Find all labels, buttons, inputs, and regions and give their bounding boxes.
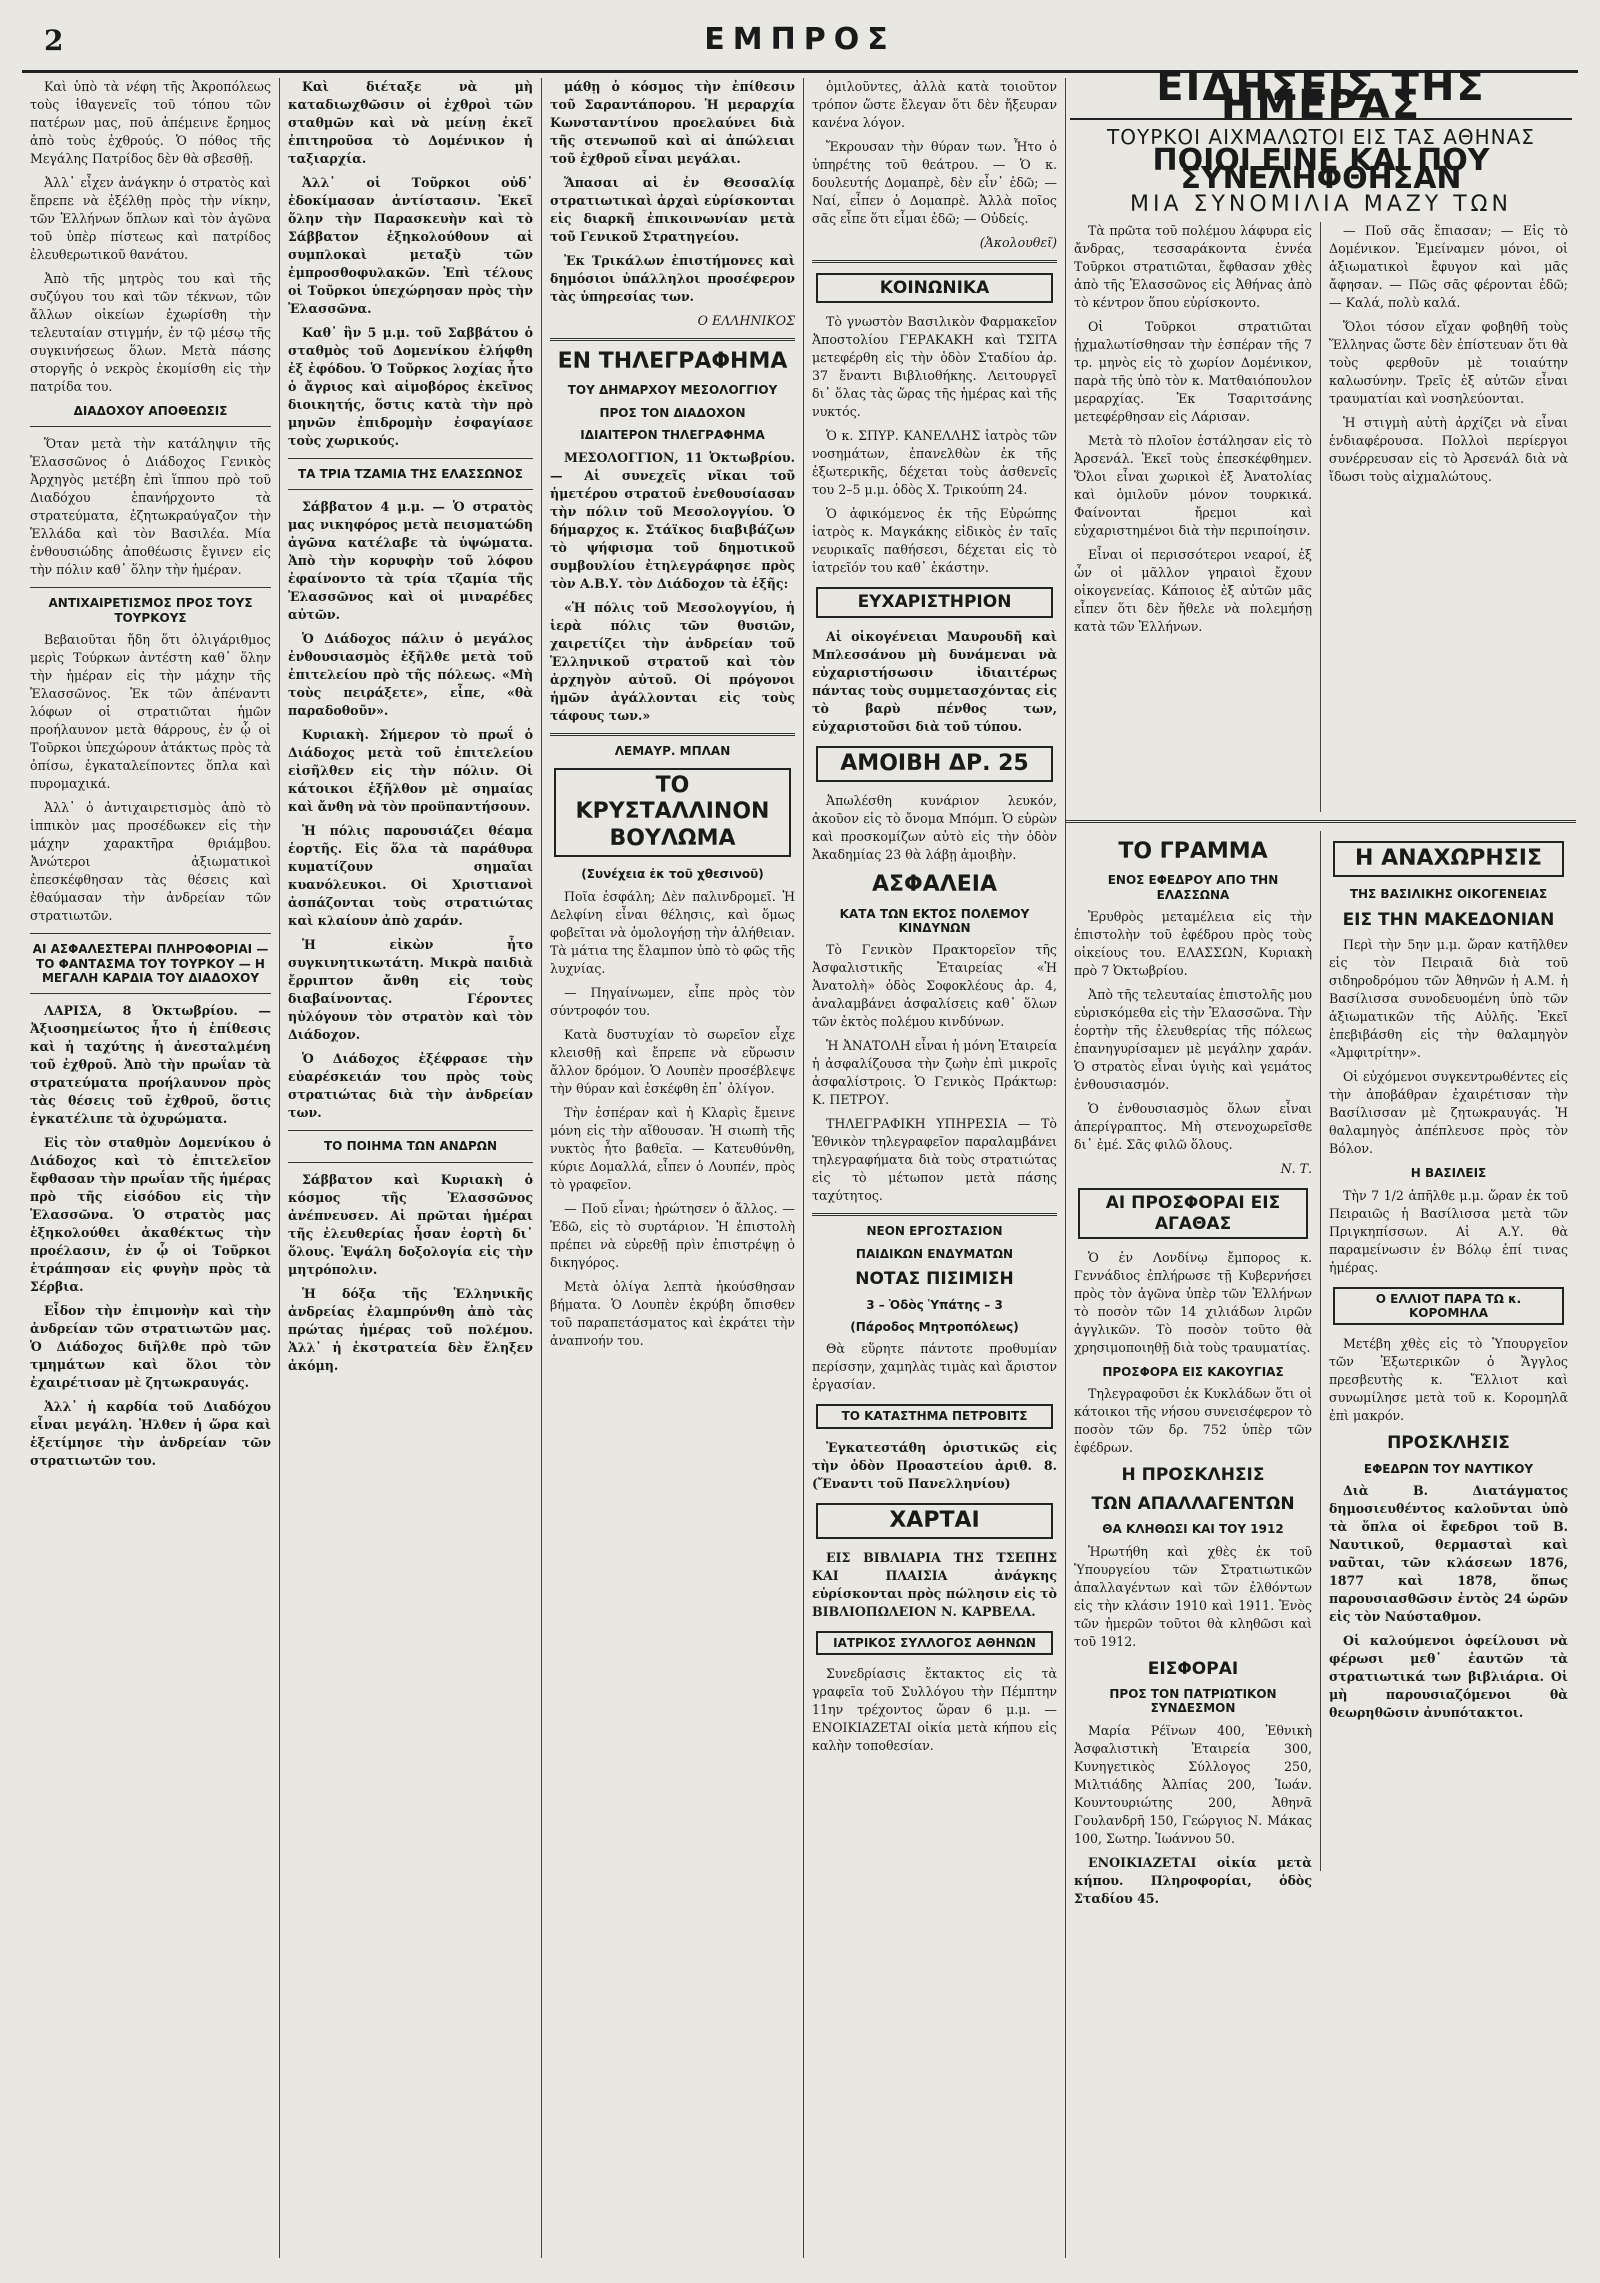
paragraph: Ἀλλ᾽ οἱ Τοῦρκοι οὐδ᾽ ἐδοκίμασαν ἀντίστασιν. Ἐκεῖ ὅλην τὴν Παρασκευὴν καὶ τὸ Σάββατον ἐξηκολούθουν αἱ συμπλοκαὶ μεταξὺ τῶν ἐμπροσθοφυλακῶν. Ἐπὶ τέλους οἱ Τοῦρκοι ὑπεχώρησαν πρὸς τὴν Ἐλασσῶνα. [288, 175, 533, 316]
lower-column-right [1321, 831, 1576, 1871]
paragraph: Μετέβη χθὲς εἰς τὸ Ὑπουργεῖον τῶν Ἐξωτερικῶν ὁ Ἄγγλος πρεσβευτὴς κ. Ἔλλιοτ καὶ συνωμίλησε μετὰ τοῦ κ. Κορομηλᾶ ἐπὶ μακρόν. [1329, 1336, 1568, 1424]
column-2 [280, 78, 542, 2258]
paragraph: Τὴν 7 1/2 ἀπῆλθε μ.μ. ὥραν ἐκ τοῦ Πειραιῶς ἡ Βασίλισσα μετὰ τῶν Πριγκηπίσσων. Αἱ Α.Υ. θὰ παραμείνωσιν ἐν Βόλῳ ἐπί τινας ἡμέρας. [1329, 1187, 1568, 1275]
paragraph: ΕΙΣ ΒΙΒΛΙΑΡΙΑ ΤΗΣ ΤΣΕΠΗΣ ΚΑΙ ΠΛΑΙΣΙΑ ἀνάγκης εὑρίσκονται πρὸς πώλησιν εἰς τὸ ΒΙΒΛΙΟΠΩΛΕΙΟΝ Ν. ΚΑΡΒΕΛΑ. [812, 1550, 1057, 1620]
ad-line: 3 – Ὁδὸς Ὑπάτης – 3 [866, 1297, 1003, 1312]
ad-line: ΠΑΙΔΙΚΩΝ ΕΝΔΥΜΑΤΩΝ [855, 1246, 1014, 1261]
banner-subheadline: ΜΙΑ ΣΥΝΟΜΙΛΙΑ ΜΑΖΥ ΤΩΝ [1130, 192, 1512, 217]
section-subtitle: ΠΡΟΣ ΤΟΝ ΠΑΤΡΙΩΤΙΚΟΝ ΣΥΝΔΕΣΜΟΝ [1109, 1686, 1277, 1716]
paragraph: Σάββατον καὶ Κυριακὴ ὁ κόσμος τῆς Ἐλασσῶνος ἀνέπνευσεν. Αἱ πρῶται ἡμέραι τῆς ἐλευθερίας ἦσαν ἑορτὴ δι᾽ ὅλους. Ἐψάλη δοξολογία εἰς τὴν μητρόπολιν. [288, 1171, 533, 1277]
paragraph: Ἀλλ᾽ ἡ καρδία τοῦ Διαδόχου εἶναι μεγάλη. Ἠλθεν ἡ ὥρα καὶ ἐξετίμησε τὴν ἀνδρείαν τῶν στρατιωτῶν του. [30, 1399, 271, 1469]
paragraph: Σάββατον 4 μ.μ. — Ὁ στρατὸς μας νικηφόρος μετὰ πεισματώδη ἀγῶνα κατέλαβε τὰ ὑψώματα. Ἀπὸ τὴν κορυφὴν τοῦ λόφου ἐφαίνοντο τὰ τρία τζαμία τῆς Ἐλασσῶνος καὶ οἱ μιναρέδες αὐτῶν. [288, 499, 533, 623]
paragraph: Καὶ ὑπὸ τὰ νέφη τῆς Ἀκροπόλεως τοὺς ἰθαγενεῖς τοῦ τόπου τῶν πατέρων μας, ποῦ ἀπέμεινε ἔρημος ἀπὸ τοὺς ἐχθρούς. Ὁ πόθος τῆς Μεγάλης Πατρίδος δὲν θὰ σβεσθῇ. [30, 79, 271, 166]
novel-continued: (Συνέχεια ἐκ τοῦ χθεσινοῦ) [581, 867, 764, 882]
headline: ΑΝΤΙΧΑΙΡΕΤΙΣΜΟΣ ΠΡΟΣ ΤΟΥΣ ΤΟΥΡΚΟΥΣ [48, 596, 253, 625]
section-title: ΑΙ ΠΡΟΣΦΟΡΑΙ ΕΙΣ ΑΓΑΘΑΣ [1078, 1188, 1308, 1239]
paragraph: Τὰ πρῶτα τοῦ πολέμου λάφυρα εἰς ἄνδρας, τεσσαράκοντα ἐννέα Τοῦρκοι στρατιῶται, ἔφθασαν χθὲς ἀπὸ τῆς Ἐλασσῶνος εἰς Ἀθήνας ἀπὸ τὸ κέντρον ὅπου εὑρίσκοντο. [1074, 223, 1312, 310]
paragraph: Τηλεγραφοῦσι ἐκ Κυκλάδων ὅτι οἱ κάτοικοι τῆς νήσου συνεισέφερον τὸ ποσὸν τῶν δρ. 752 ὑπὲρ τῶν ἐφέδρων. [1074, 1386, 1312, 1456]
column-4 [804, 78, 1066, 2258]
section-subtitle: ΕΝΟΣ ΕΦΕΔΡΟΥ ΑΠΟ ΤΗΝ ΕΛΑΣΣΩΝΑ [1107, 873, 1279, 902]
paragraph: Μετὰ ὀλίγα λεπτὰ ἠκούσθησαν βήματα. Ὁ Λουπὲν ἐκρύβη ὄπισθεν τοῦ παραπετάσματος καὶ ἐκράτει τὴν ἀναπνοήν του. [550, 1278, 795, 1348]
paragraph: Κατὰ δυστυχίαν τὸ σωρεῖον εἶχε κλεισθῇ καὶ ἔπρεπε νὰ εὕρωσιν ἄλλον δρόμον. Ὁ Λουπὲν προσέβλεψε τὴν θύραν καὶ ἐσκέφθη ἐπ᾽ ὀλίγον. [550, 1026, 795, 1096]
paragraph: Ἐκ Τρικάλων ἐπιστήμονες καὶ δημόσιοι ὑπάλληλοι προσέφερον τὰς ὑπηρεσίας των. [550, 253, 795, 304]
paragraph: Ἔκρουσαν τὴν θύραν των. Ἦτο ὁ ὑπηρέτης τοῦ θεάτρου. — Ὁ κ. δουλευτής Δομαπρὲ, δὲν εἶν᾽ ἐδῶ; — Ναί, εἶπεν ὁ Δομαπρὲ. Ἀλλὰ ποῖος σᾶς εἶπε ὅτι εἶμαι ἐδῶ; — Οὐδείς. [812, 139, 1057, 226]
signature: (Ἀκολουθεῖ) [979, 235, 1057, 250]
section-title: ΠΡΟΣΚΛΗΣΙΣ [1387, 1433, 1510, 1454]
section-subtitle: ΘΑ ΚΛΗΘΩΣΙ ΚΑΙ ΤΟΥ 1912 [1102, 1522, 1284, 1537]
section-title: Η ΒΑΣΙΛΕΙΣ [1410, 1166, 1487, 1181]
section-title: Η ΑΝΑΧΩΡΗΣΙΣ [1333, 841, 1564, 877]
section-subtitle: ΤΗΣ ΒΑΣΙΛΙΚΗΣ ΟΙΚΟΓΕΝΕΙΑΣ [1349, 887, 1548, 902]
paragraph: Ἡ πόλις παρουσιάζει θέαμα ἑορτῆς. Εἰς ὅλα τὰ παράθυρα κυματίζουν σημαῖαι κυανόλευκοι. Οἱ Χριστιανοὶ ἀσπάζονται τοὺς στρατιώτας καὶ κλαίουν ἀπὸ χαράν. [288, 823, 533, 929]
columns [22, 64, 1576, 2258]
paragraph: Ἀλλ᾽ ὁ ἀντιχαιρετισμὸς ἀπὸ τὸ ἱππικὸν μας προσέδωκεν εἰς τὴν μάχην χαρακτῆρα θριάμβου. Ἀνώτεροι ἀξιωματικοὶ ἐπεσκέφθησαν τὰς θέσεις καὶ ἐθαύμασαν τὴν ἀνδρείαν τῶν στρατιωτῶν. [30, 800, 271, 924]
section-title: ΑΜΟΙΒΗ ΔΡ. 25 [816, 746, 1053, 782]
section-title: ΧΑΡΤΑΙ [816, 1503, 1053, 1539]
paragraph: Ἡ ἈΝΑΤΟΛΗ εἶναι ἡ μόνη Ἑταιρεία ἡ ἀσφαλίζουσα τὴν ζωὴν ἐπὶ μικροῖς ἀσφαλίστροις. Ὁ Γενικὸς Πράκτωρ: Κ. ΠΕΤΡΟΥ. [812, 1038, 1057, 1108]
paragraph: ΛΑΡΙΣΑ, 8 Ὀκτωβρίου. — Ἀξιοσημείωτος ἦτο ἡ ἐπίθεσις καὶ ἡ ταχύτης ἡ ἀνεσταλμένη τοῦ ἐχθροῦ. Ἀπὸ τὴν πρωΐαν τὰ στρατεύματα προήλαυνον πρὸς τὰς θέσεις τοῦ ἐχθροῦ, ὅστις ἐγκατέλιπε τὰ ὀχυρώματα. [30, 1003, 271, 1127]
paragraph: Ἐρυθρὸς μεταμέλεια εἰς τὴν ἐπιστολὴν τοῦ ἐφέδρου πρὸς τοὺς οἰκείους του. ΕΛΑΣΣΩΝ, Κυριακὴ πρὸ 7 Ὀκτωβρίου. [1074, 909, 1312, 979]
paragraph: Ὁ ἐν Λονδίνῳ ἔμπορος κ. Γεννάδιος ἐπλήρωσε τῇ Κυβερνήσει πρὸς τὸν ἀγῶνα ὑπὲρ τῶν Ἑλλήνων τὸ ποσὸν τῶν 14 χιλιάδων λιρῶν ἀγγλικῶν. Τὸ ποσὸν τοῦτο θὰ χρησιμοποιηθῇ διὰ τοὺς τραυματίας. [1074, 1249, 1312, 1355]
signature: Ο ΕΛΛΗΝΙΚΟΣ [697, 313, 795, 328]
paragraph: Ὁ Διάδοχος πάλιν ὁ μεγάλος ἐνθουσιασμὸς ἐξῆλθε μετὰ τοῦ ἐπιτελείου πρὸ τῆς πόλεως. «Μὴ τοὺς πειράξετε», εἶπε, «θὰ παραδοθοῦν». [288, 631, 533, 719]
ad-line: ΝΟΤΑΣ ΠΙΣΙΜΙΣΗ [855, 1269, 1014, 1290]
paragraph: Καθ᾽ ἣν 5 μ.μ. τοῦ Σαββάτου ὁ σταθμὸς τοῦ Δομενίκου ἐλήφθη ἐξ ἐφόδου. Ὁ Τοῦρκος λοχίας ἦτο ὁ ἄγριος καὶ αἱμοβόρος ἐκεῖνος διοικητής, ὅστις κατὰ τὴν πρὸ μηνῶν ἐπιδρομὴν ἐσφαγίασε τοὺς χωρικούς. [288, 325, 533, 448]
headline: ΔΙΑΔΟΧΟΥ ΑΠΟΘΕΩΣΙΣ [73, 404, 228, 418]
telegram-subtitle: ΤΟΥ ΔΗΜΑΡΧΟΥ ΜΕΣΟΛΟΓΓΙΟΥ [567, 383, 778, 398]
article-column [1321, 222, 1576, 812]
paragraph: Ἀπωλέσθη κυνάριον λευκόν, ἀκοῦον εἰς τὸ ὄνομα Μπόμπ. Ὁ εὑρὼν καὶ προσκομίζων αὐτὸ εἰς τὴν ὁδὸν Ἀκαδημίας 23 θὰ λάβῃ ἀμοιβὴν. [812, 793, 1057, 863]
paragraph: Ἀπὸ τῆς μητρὸς του καὶ τῆς συζύγου του καὶ τῶν τέκνων, τῶν ἄλλων οἰκείων ἐχωρίσθη τὴν τελευταίαν στιγμήν, ἐν τῷ μέσῳ τῆς συγκινήσεως ὅλων. Μετὰ πάσης στοργῆς ὁ νεκρὸς ἐκομίσθη εἰς τὴν πατρίδα του. [30, 271, 271, 394]
novel-title: ΤΟ ΚΡΥΣΤΑΛΛΙΝΟΝ ΒΟΥΛΩΜΑ [554, 768, 791, 857]
paragraph: Ὁ ἀφικόμενος ἐκ τῆς Εὐρώπης ἰατρὸς κ. Μαγκάκης εἰδικὸς ἐν ταῖς νευρικαῖς παθήσεσι, δέχεται εἰς τὸ ἰατρεῖόν του καθ᾽ ἑκάστην. [812, 506, 1057, 576]
paragraph: ΕΝΟΙΚΙΑΖΕΤΑΙ οἰκία μετὰ κήπου. Πληροφορίαι, ὁδὸς Σταδίου 45. [1074, 1854, 1312, 1906]
paragraph: Περὶ τὴν 5ην μ.μ. ὥραν κατῆλθεν εἰς τὸν Πειραιᾶ διὰ τοῦ σιδηροδρόμου τῶν Ἀθηνῶν ἡ Α.Μ. ἡ Βασίλισσα συνοδευομένη ὑπὸ τῶν ἀξιωματικῶν τῆς Αὐλῆς. Ἐκεῖ ἐπεβιβάσθη εἰς τὴν θαλαμηγὸν «Ἀμφιτρίτην». [1329, 937, 1568, 1061]
banner-title: ΕΙΔΗΣΕΙΣ ΤΗΣ ΗΜΕΡΑΣ [1070, 78, 1572, 120]
paragraph: Ποῖα ἐσφάλη; Δὲν παλινδρομεῖ. Ἡ Δελφίνη εἶναι θέλησις, καὶ ὅμως φοβεῖται νὰ ὁμολογήσῃ τὴν ἀλήθειαν. Τὰ μάτια της ἔλαμπον ὑπὸ τὸ φῶς τῆς λυχνίας. [550, 888, 795, 976]
newspaper-name: ΕΜΠΡΟΣ [704, 22, 896, 57]
section-subtitle: ΕΙΣ ΤΗΝ ΜΑΚΕΔΟΝΙΑΝ [1342, 909, 1555, 930]
telegram-subtitle: ΙΔΙΑΙΤΕΡΟΝ ΤΗΛΕΓΡΑΦΗΜΑ [580, 428, 765, 443]
section-title: ΙΑΤΡΙΚΟΣ ΣΥΛΛΟΓΟΣ ΑΘΗΝΩΝ [816, 1631, 1053, 1655]
paragraph: Ἠρωτήθη καὶ χθὲς ἐκ τοῦ Ὑπουργείου τῶν Στρατιωτικῶν ἀπαλλαγέντων καὶ τῶν ἐλθόντων εἰς τὴν κλάσιν 1910 καὶ 1911. Ἑνὸς τῶν ἡμερῶν τοῦτοι θὰ κληθῶσι καὶ τοῦ 1912. [1074, 1543, 1312, 1649]
paragraph: Ἐγκατεστάθη ὁριστικῶς εἰς τὴν ὁδὸν Προαστείου ἀριθ. 8. (Ἔναντι τοῦ Πανελληνίου) [812, 1439, 1057, 1491]
paragraph: «Ἡ πόλις τοῦ Μεσολογγίου, ἡ ἱερὰ πόλις τῶν θυσιῶν, χαιρετίζει τὴν ἀνδρείαν τοῦ Ἑλληνικοῦ στρατοῦ καὶ τὸν ἀρχηγὸν αὐτοῦ. Οἱ πρόγονοι ἡμῶν ἀγάλλονται εἰς τοὺς τάφους των.» [550, 599, 795, 723]
banner-subtitle: ΤΟΥΡΚΟΙ ΑΙΧΜΑΛΩΤΟΙ ΕΙΣ ΤΑΣ ΑΘΗΝΑΣ [1107, 125, 1535, 149]
article-column [1066, 222, 1321, 812]
paragraph: Κυριακὴ. Σήμερον τὸ πρωΐ ὁ Διάδοχος μετὰ τοῦ ἐπιτελείου εἰσῆλθεν εἰς τὴν πόλιν. Οἱ κάτοικοι ἐξῆλθον μὲ σημαίας καὶ ἄνθη νὰ τὸν προϋπαντήσουν. [288, 727, 533, 815]
headline: ΑΙ ΑΣΦΑΛΕΣΤΕΡΑΙ ΠΛΗΡΟΦΟΡΙΑΙ — ΤΟ ΦΑΝΤΑΣΜΑ ΤΟΥ ΤΟΥΡΚΟΥ — Η ΜΕΓΑΛΗ ΚΑΡΔΙΑ ΤΟΥ ΔΙΑΔΟΧΟΥ [32, 942, 269, 985]
ad-line: ΝΕΟΝ ΕΡΓΟΣΤΑΣΙΟΝ [866, 1224, 1003, 1239]
novel-author: ΛΕΜΑΥΡ. ΜΠΛΑΝ [614, 743, 731, 758]
paragraph: Καὶ διέταξε νὰ μὴ καταδιωχθῶσιν οἱ ἐχθροὶ τῶν σταθμῶν καὶ νὰ μείνῃ ἐκεῖ ἐπιτηροῦσα τὸ Δομένικον ἡ ταξιαρχία. [288, 79, 533, 166]
paragraph: — Ποῦ σᾶς ἔπιασαν; — Εἰς τὸ Δομένικον. Ἐμείναμεν μόνοι, οἱ ἀξιωματικοὶ ἔφυγον καὶ μᾶς ἄφησαν. — Πῶς σᾶς φέρονται ἐδῶ; — Καλά, πολὺ καλά. [1329, 223, 1568, 310]
paragraph: Εἰς τὸν σταθμὸν Δομενίκου ὁ Διάδοχος καὶ τὸ ἐπιτελεῖον ἔφθασαν τὴν πρωΐαν τῆς ἡμέρας πρὸ τῆς εἰσόδου εἰς τὴν Ἐλασσῶνα. Ὁ στρατὸς μας ἐξηκολούθει ἀκαθέκτως τὴν προέλασιν, ἐν ᾧ οἱ Τοῦρκοι ἐτράπησαν εἰς φυγὴν πρὸς τὰ Σέρβια. [30, 1135, 271, 1295]
section-title: ΚΟΙΝΩΝΙΚΑ [816, 273, 1053, 303]
paragraph: Ἀλλ᾽ εἶχεν ἀνάγκην ὁ στρατὸς καὶ ἔπρεπε νὰ ἐξέλθῃ πρὸς τὴν νίκην, τῶν Ἑλλήνων ὅπλων καὶ τὸν ἀγῶνα τοῦ ὑπὲρ πίστεως καὶ πατρίδος ἐλευθερωτικοῦ θανάτου. [30, 175, 271, 262]
paragraph: Ὅταν μετὰ τὴν κατάληψιν τῆς Ἐλασσῶνος ὁ Διάδοχος Γενικὸς Ἀρχηγὸς μετέβη ἐπὶ ἵππου πρὸ τοῦ Διαδόχου ἐπανήρχοντο τὰ στρατεύματα, ἐζητωκραύγαζον τὴν Ἑλλάδα καὶ τὸν Βασιλέα. Μία ἐνθουσιώδης ἀποθέωσις ἔγινεν εἰς τὴν πόλιν καθ᾽ ὅλην τὴν ἡμέραν. [30, 436, 271, 578]
paragraph: Θὰ εὕρητε πάντοτε προθυμίαν περίσσην, χαμηλὰς τιμὰς καὶ ἄριστον ἐργασίαν. [812, 1341, 1057, 1393]
paragraph: Μαρία Ρέϊνων 400, Ἐθνικὴ Ἀσφαλιστικὴ Ἑταιρεία 300, Κυνηγετικὸς Σύλλογος 250, Μιλτιάδης Ἀλπίας 200, Ἰωάν. Κουντουριώτης 200, Ἀθηνᾶ Γουλανδρῆ 150, Γεώργιος Ν. Μάκας 100, Σωτηρ. Ἰωάννου 50. [1074, 1722, 1312, 1846]
column-1 [22, 78, 280, 2258]
paragraph: Ὁ ἐνθουσιασμὸς ὅλων εἶναι ἀπερίγραπτος. Μὴ στενοχωρεῖσθε δι᾽ ἐμέ. Σᾶς φιλῶ ὅλους. [1074, 1101, 1312, 1153]
paragraph: Ἡ δόξα τῆς Ἑλληνικῆς ἀνδρείας ἐλαμπρύνθη ἀπὸ τὰς πρώτας ἡμέρας τοῦ πολέμου. Ἀλλ᾽ ἡ ἐκστρατεία δὲν ἔληξεν ἀκόμη. [288, 1285, 533, 1373]
page-number: 2 [44, 24, 64, 57]
paragraph: Οἱ καλούμενοι ὀφείλουσι νὰ φέρωσι μεθ᾽ ἑαυτῶν τὰ στρατιωτικά των βιβλιάρια. Οἱ μὴ παρουσιαζόμενοι θὰ θεωρηθῶσιν ἀνυπότακτοι. [1329, 1633, 1568, 1721]
paragraph: Εἶδον τὴν ἐπιμονὴν καὶ τὴν ἀνδρείαν τῶν στρατιωτῶν μας. Ὁ Διάδοχος διῆλθε πρὸ τῶν τμημάτων καὶ ὅλοι τὸν ἐχαιρέτισαν μὲ ζητωκραυγάς. [30, 1303, 271, 1391]
paragraph: ΜΕΣΟΛΟΓΓΙΟΝ, 11 Ὀκτωβρίου. — Αἱ συνεχεῖς νῖκαι τοῦ ἡμετέρου στρατοῦ ἐνεθουσίασαν τὴν πόλιν τοῦ Μεσολογγίου. Ὁ δήμαρχος κ. Στάϊκος διαβιβάζων τὸ ψήφισμα τοῦ δημοτικοῦ συμβουλίου ἐτηλεγράφησε πρὸς τὸν Α.Β.Υ. τὸν Διάδοχον τὰ ἑξῆς: [550, 449, 795, 591]
section-title: Η ΠΡΟΣΚΛΗΣΙΣ [1121, 1465, 1265, 1486]
section-title: ΕΥΧΑΡΙΣΤΗΡΙΟΝ [816, 587, 1053, 617]
paragraph: Τὸ γνωστὸν Βασιλικὸν Φαρμακεῖον Ἀποστολίου ΓΕΡΑΚΑΚΗ καὶ ΤΣΙΤΑ μετεφέρθη εἰς τὴν ὁδὸν Σταδίου ἀρ. 37 ἔναντι Βιβλιοθήκης. Λειτουργεῖ δι᾽ ὅλας τὰς ὥρας τῆς ἡμέρας καὶ τῆς νυκτός. [812, 314, 1057, 420]
paragraph: Ἡ εἰκὼν ἦτο συγκινητικωτάτη. Μικρὰ παιδιὰ ἔρριπτον ἄνθη εἰς τοὺς διαβαίνοντας. Γέροντες ηὐλόγουν τὸν στρατὸν καὶ τὸν Διάδοχον. [288, 937, 533, 1043]
paragraph: ΤΗΛΕΓΡΑΦΙΚΗ ΥΠΗΡΕΣΙΑ — Τὸ Ἐθνικὸν τηλεγραφεῖον παραλαμβάνει τηλεγραφήματα διὰ τοὺς στρατιώτας εἰς τὸ μέτωπον μετὰ πάσης ταχύτητος. [812, 1116, 1057, 1204]
paragraph: Ὁ Διάδοχος ἐξέφρασε τὴν εὐαρέσκειάν του πρὸς τοὺς στρατιώτας διὰ τὴν ἀνδρείαν των. [288, 1051, 533, 1121]
paragraph: Τὸ Γενικὸν Πρακτορεῖον τῆς Ἀσφαλιστικῆς Ἑταιρείας «Ἡ Ἀνατολὴ» ὁδὸς Σοφοκλέους ἀρ. 4, ἀναλαμβάνει ἀσφαλίσεις καθ᾽ ὅλων τῶν ἐκτὸς πολέμου κινδύνων. [812, 942, 1057, 1030]
lower-section [1066, 831, 1576, 1906]
paragraph: μάθῃ ὁ κόσμος τὴν ἐπίθεσιν τοῦ Σαραντάπορου. Ἡ μεραρχία Κωνσταντίνου προελαύνει διὰ τῆς στενωποῦ καὶ αἱ ἀπώλειαι τοῦ ἐχθροῦ εἶναι μεγάλαι. [550, 79, 795, 166]
paragraph: Βεβαιοῦται ἤδη ὅτι ὀλιγάριθμος μερὶς Τούρκων ἀντέστη καθ᾽ ὅλην τὴν ἡμέραν εἰς τὴν μάχην τῆς Ἐλασσῶνος. Ἐκ τῶν ἀπέναντι λόφων οἱ στρατιῶται ἡμῶν προήλαυνον μετὰ θάρρους, ἐν ᾧ οἱ Τοῦρκοι ὑπεχώρουν ἀτάκτως πρὸς τὰ ὀπίσω, ἐγκαταλείποντες ὅπλα καὶ πυρομαχικά. [30, 632, 271, 792]
paragraph: Συνεδρίασις ἔκτακτος εἰς τὰ γραφεῖα τοῦ Συλλόγου τὴν Πέμπτην 11ην τρέχοντος ὥραν 6 μ.μ. — ΕΝΟΙΚΙΑΖΕΤΑΙ οἰκία μετὰ κήπου εἰς καλὴν τοποθεσίαν. [812, 1666, 1057, 1754]
paragraph: Αἱ οἰκογένειαι Μαυρουδῆ καὶ Μπλεσσάνου μὴ δυνάμεναι νὰ εὐχαριστήσωσιν ἰδιαιτέρως πάντας τοὺς συμμετασχόντας εἰς τὸ βαρὺ πένθος των, εὐχαριστοῦσι διὰ τοῦ τύπου. [812, 628, 1057, 734]
banner-headline: ΠΟΙΟΙ ΕΙΝΕ ΚΑΙ ΠΟΥ ΣΥΝΕΛΗΦΘΗΣΑΝ [1152, 143, 1490, 196]
paragraph: Οἱ Τοῦρκοι στρατιῶται ᾐχμαλωτίσθησαν τὴν ἑσπέραν τῆς 7 τρ. μηνὸς εἰς τὸ χωρίον Δομένικον, παρὰ τῆς ὑπὸ τὸν κ. Ματθαιόπουλον μεραρχίας. Ἐκ Τσαριτσάνης μετεφέρθησαν εἰς Λάρισαν. [1074, 319, 1312, 424]
section-title: Ο ΕΛΛΙΟΤ ΠΑΡΑ ΤΩ κ. ΚΟΡΟΜΗΛΑ [1333, 1287, 1564, 1326]
headline: ΤΟ ΠΟΙΗΜΑ ΤΩΝ ΑΝΔΡΩΝ [324, 1139, 497, 1154]
paragraph: — Ποῦ εἶναι; ἠρώτησεν ὁ ἄλλος. — Ἐδῶ, εἰς τὸ συρτάριον. Ἡ ἐπιστολὴ πρέπει νὰ εὑρεθῇ πρὶν ἐπιστρέψῃ ὁ δικηγόρος. [550, 1200, 795, 1270]
section-subtitle: ΚΑΤΑ ΤΩΝ ΕΚΤΟΣ ΠΟΛΕΜΟΥ ΚΙΝΔΥΝΩΝ [839, 906, 1030, 935]
paragraph: Διὰ Β. Διατάγματος δημοσιευθέντος καλοῦνται ὑπὸ τὰ ὅπλα οἱ ἔφεδροι τοῦ Β. Ναυτικοῦ, θερμασταὶ καὶ ναῦται, τῶν κλάσεων 1876, 1877 καὶ 1878, ὅπως παρουσιασθῶσιν ἐντὸς 24 ὡρῶν εἰς τὸν Ναύσταθμον. [1329, 1483, 1568, 1625]
section-title: ΤΟ ΚΑΤΑΣΤΗΜΑ ΠΕΤΡΟΒΙΤΣ [816, 1404, 1053, 1428]
paragraph: Ἅπασαι αἱ ἐν Θεσσαλίᾳ στρατιωτικαὶ ἀρχαὶ εὑρίσκονται εἰς διαρκῆ ἐπικοινωνίαν μετὰ τοῦ Γενικοῦ Στρατηγείου. [550, 175, 795, 244]
ad-line: (Πάροδος Μητροπόλεως) [850, 1319, 1019, 1334]
section-title: ΑΣΦΑΛΕΙΑ [871, 872, 998, 898]
paragraph: Ὅλοι τόσον εἴχαν φοβηθῆ τοὺς Ἕλληνας ὥστε δὲν ἐπίστευαν ὅτι θὰ τοὺς φερθοῦν μὲ τοιαύτην καλωσύνην. Τρεῖς ἐξ αὐτῶν εἶναι τραυματίαι καὶ νοσηλεύονται. [1329, 319, 1568, 406]
paragraph: Ἀπὸ τῆς τελευταίας ἐπιστολῆς μου εὑρισκόμεθα εἰς τὴν Ἐλασσῶνα. Τὴν ἑορτὴν τῆς ἐλευθερίας τῆς πόλεως ἐπανηγυρίσαμεν μὲ μεγάλην χαράν. Ὁ στρατὸς εἶναι ὑγιὴς καὶ γεμάτος ἐνθουσιασμόν. [1074, 987, 1312, 1093]
section-subtitle: ΤΩΝ ΑΠΑΛΛΑΓΕΝΤΩΝ [1091, 1493, 1295, 1514]
paragraph: Τὴν ἑσπέραν καὶ ἡ Κλαρὶς ἔμεινε μόνη εἰς τὴν αἴθουσαν. Ἡ σιωπὴ τῆς νυκτὸς ἦτο βαθεῖα. — Κατευθύνθη, κύριε Δομαλλά, εἶπεν ὁ Λουπέν, πρὸς τὸ γραφεῖον. [550, 1104, 795, 1192]
paragraph: Ἡ στιγμὴ αὐτὴ ἀρχίζει νὰ εἶναι ἐνδιαφέρουσα. Πολλοὶ περίεργοι συνέρρευσαν εἰς τὸ Ἀρσενάλ διὰ νὰ ἴδωσι τοὺς αἰχμαλώτους. [1329, 415, 1568, 484]
headline: ΤΑ ΤΡΙΑ ΤΖΑΜΙΑ ΤΗΣ ΕΛΑΣΣΩΝΟΣ [297, 467, 524, 481]
telegram-title: ΕΝ ΤΗΛΕΓΡΑΦΗΜΑ [557, 349, 788, 374]
section-subtitle: ΕΦΕΔΡΩΝ ΤΟΥ ΝΑΥΤΙΚΟΥ [1363, 1461, 1534, 1476]
section-title: ΕΙΣΦΟΡΑΙ [1147, 1658, 1239, 1679]
section-title: ΤΟ ΓΡΑΜΜΑ [1118, 839, 1268, 864]
paragraph: Μετὰ τὸ πλοῖον ἐστάλησαν εἰς τὸ Ἀρσενάλ. Ἐκεῖ τοὺς ἐπεσκέφθημεν. Ὅλοι εἶναι χωρικοὶ ἐξ Ἀνατολίας καὶ ὁμιλοῦν μόνον τουρκικά. Φαίνονται ἤρεμοι καὶ εὐχαριστημένοι διὰ τὴν περιποίησιν. [1074, 433, 1312, 538]
paragraph: ὁμιλοῦντες, ἀλλὰ κατὰ τοιοῦτον τρόπον ὥστε ἔλεγαν ὅτι δὲν ἤξευραν κανένα λόγον. [812, 79, 1057, 130]
column-5 [1066, 64, 1576, 2258]
news-banner [1066, 64, 1576, 217]
news-article [1066, 222, 1576, 812]
paragraph: Οἱ εὐχόμενοι συγκεντρωθέντες εἰς τὴν ἀποβάθραν ἐχαιρέτισαν τὴν Βασίλισσαν μὲ ζητωκραυγάς. Ἡ θαλαμηγὸς ἀπέπλευσε πρὸς τὸν Βόλον. [1329, 1069, 1568, 1157]
signature: Ν. Τ. [1280, 1161, 1312, 1177]
lower-column-left [1066, 831, 1321, 1906]
paragraph: Ὁ κ. ΣΠΥΡ. ΚΑΝΕΛΛΗΣ ἰατρὸς τῶν νοσημάτων, ἐπανελθὼν ἐκ τῆς ἐξωτερικῆς, δέχεται τοὺς ἀσθενεῖς του 2–5 μ.μ. ὁδὸς Χ. Τρικούπη 24. [812, 428, 1057, 498]
paragraph: — Πηγαίνωμεν, εἶπε πρὸς τὸν σύντροφόν του. [550, 984, 795, 1018]
section-title: ΠΡΟΣΦΟΡΑ ΕΙΣ ΚΑΚΟΥΓΙΑΣ [1102, 1364, 1284, 1379]
telegram-subtitle: ΠΡΟΣ ΤΟΝ ΔΙΑΔΟΧΟΝ [599, 405, 746, 420]
paragraph: Εἶναι οἱ περισσότεροι νεαροί, ἐξ ὧν οἱ μᾶλλον γηραιοὶ ἔχουν οἰκογενείας. Κάποιος ἐξ αὐτῶν μᾶς εἶπεν ὅτι δὲν ἤθελε νὰ πολεμήσῃ κατὰ τῶν Ἑλλήνων. [1074, 547, 1312, 634]
column-3 [542, 78, 804, 2258]
